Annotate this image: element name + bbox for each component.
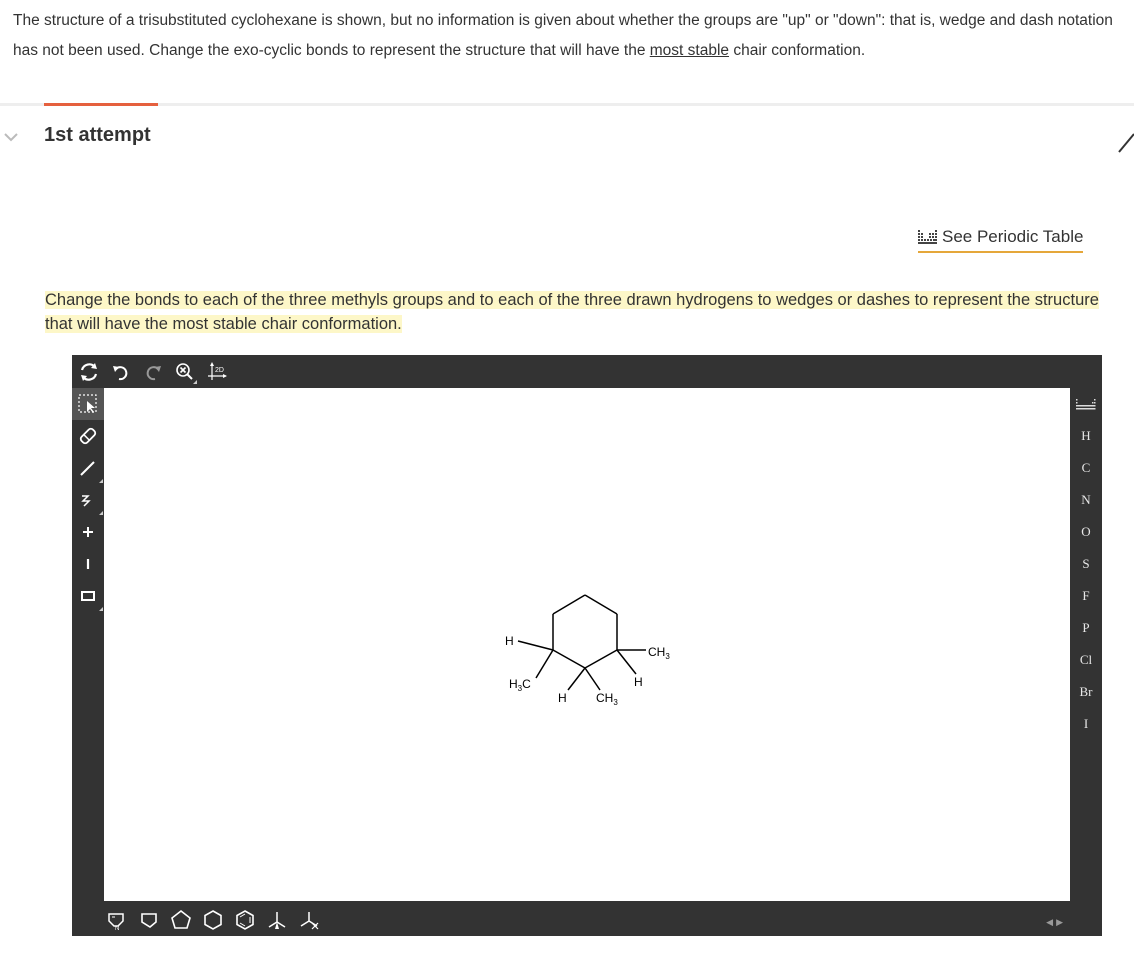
exocyclic-bond-ch3[interactable] [536,650,553,678]
element-cl-button[interactable]: Cl [1079,652,1093,667]
clear-icon[interactable] [76,359,102,385]
cyclohexane-icon[interactable] [200,907,226,933]
charge-plus-icon[interactable] [72,516,104,548]
atom-label-ch3[interactable]: $CH_3$ [596,691,618,707]
active-tab-indicator [44,103,158,106]
exocyclic-bond-ch3[interactable] [585,668,600,690]
element-n-button[interactable]: N [1081,492,1091,507]
element-s-button[interactable]: S [1082,556,1090,571]
exocyclic-bond-h[interactable] [617,650,636,674]
stereo-icon[interactable] [264,907,290,933]
ring-bond[interactable] [585,595,617,614]
ring-bond[interactable] [553,595,585,614]
question-emphasis: most stable [649,42,730,59]
cyclobutane-icon[interactable] [136,907,162,933]
charge-minus-icon[interactable] [72,548,104,580]
atom-label-h3c[interactable]: $H_3C$ [509,677,531,693]
question-text-before: The structure of a trisubstituted cyclohexane is shown, but no information is given about whether the groups are "up" or "down": that is, wedge and dash notation has not been used. Change the exo-cyclic bonds to represent the structure that will have the [13,12,1113,59]
eraser-icon[interactable] [72,420,104,452]
molecule-structure[interactable] [104,388,1070,901]
ring-bond[interactable] [553,650,585,668]
chain-icon[interactable] [72,484,104,516]
periodic-table-icon [918,229,938,245]
exocyclic-bond-h[interactable] [568,668,585,690]
editor-bottom-toolbar [104,906,322,934]
stereo-cross-icon[interactable] [296,907,322,933]
element-h-button[interactable]: H [1081,428,1091,443]
pencil-icon[interactable] [1117,128,1134,154]
periodic-table-small-icon [1076,398,1096,410]
exocyclic-bond-h[interactable] [518,641,553,650]
scroll-arrows-icon[interactable]: ◀▶ [1046,917,1066,927]
element-br-button[interactable]: Br [1079,684,1093,699]
element-o-button[interactable]: O [1081,524,1091,539]
question-prompt [13,6,1113,66]
2d-label: 2D [215,366,224,374]
template-icon[interactable] [104,907,130,933]
editor-top-toolbar [72,355,230,388]
element-f-button[interactable]: F [1082,588,1090,603]
question-text-after: chair conformation. [729,42,866,59]
periodic-table-button[interactable] [1070,388,1102,420]
element-p-button[interactable]: P [1082,620,1090,635]
periodic-table-link[interactable] [918,224,1083,253]
instructions [45,288,1105,336]
attempt-tab-bar [0,103,1134,106]
zoom-icon[interactable] [172,359,198,385]
atom-label-h[interactable]: H [505,634,514,648]
ring-bond[interactable] [585,650,617,668]
attempt-heading[interactable]: 1st attempt [44,124,151,146]
instructions-text: Change the bonds to each of the three methyls groups and to each of the three drawn hydrogens to wedges or dashes to represent the structure that will have the most stable chair conformation. [45,291,1099,333]
atom-label-ch3[interactable]: $CH_3$ [648,645,670,661]
element-c-button[interactable]: C [1081,460,1091,475]
select-icon[interactable] [72,388,104,420]
undo-icon[interactable] [108,359,134,385]
atom-label-h[interactable]: H [634,675,643,689]
shape-icon[interactable] [72,580,104,612]
atom-label-h[interactable]: H [558,691,567,705]
cyclopentane-icon[interactable] [168,907,194,933]
editor-left-toolbar [72,388,104,612]
benzene-icon[interactable] [232,907,258,933]
2d-clean-icon[interactable] [204,359,230,385]
bond-icon[interactable] [72,452,104,484]
redo-icon[interactable] [140,359,166,385]
periodic-table-label: See Periodic Table [942,227,1084,246]
chevron-down-icon[interactable] [2,128,20,146]
drawing-canvas[interactable] [104,388,1070,901]
element-i-button[interactable]: I [1083,716,1089,731]
svg-text:N: N [115,926,120,931]
molecule-editor [72,355,1102,936]
editor-element-toolbar [1070,388,1102,740]
